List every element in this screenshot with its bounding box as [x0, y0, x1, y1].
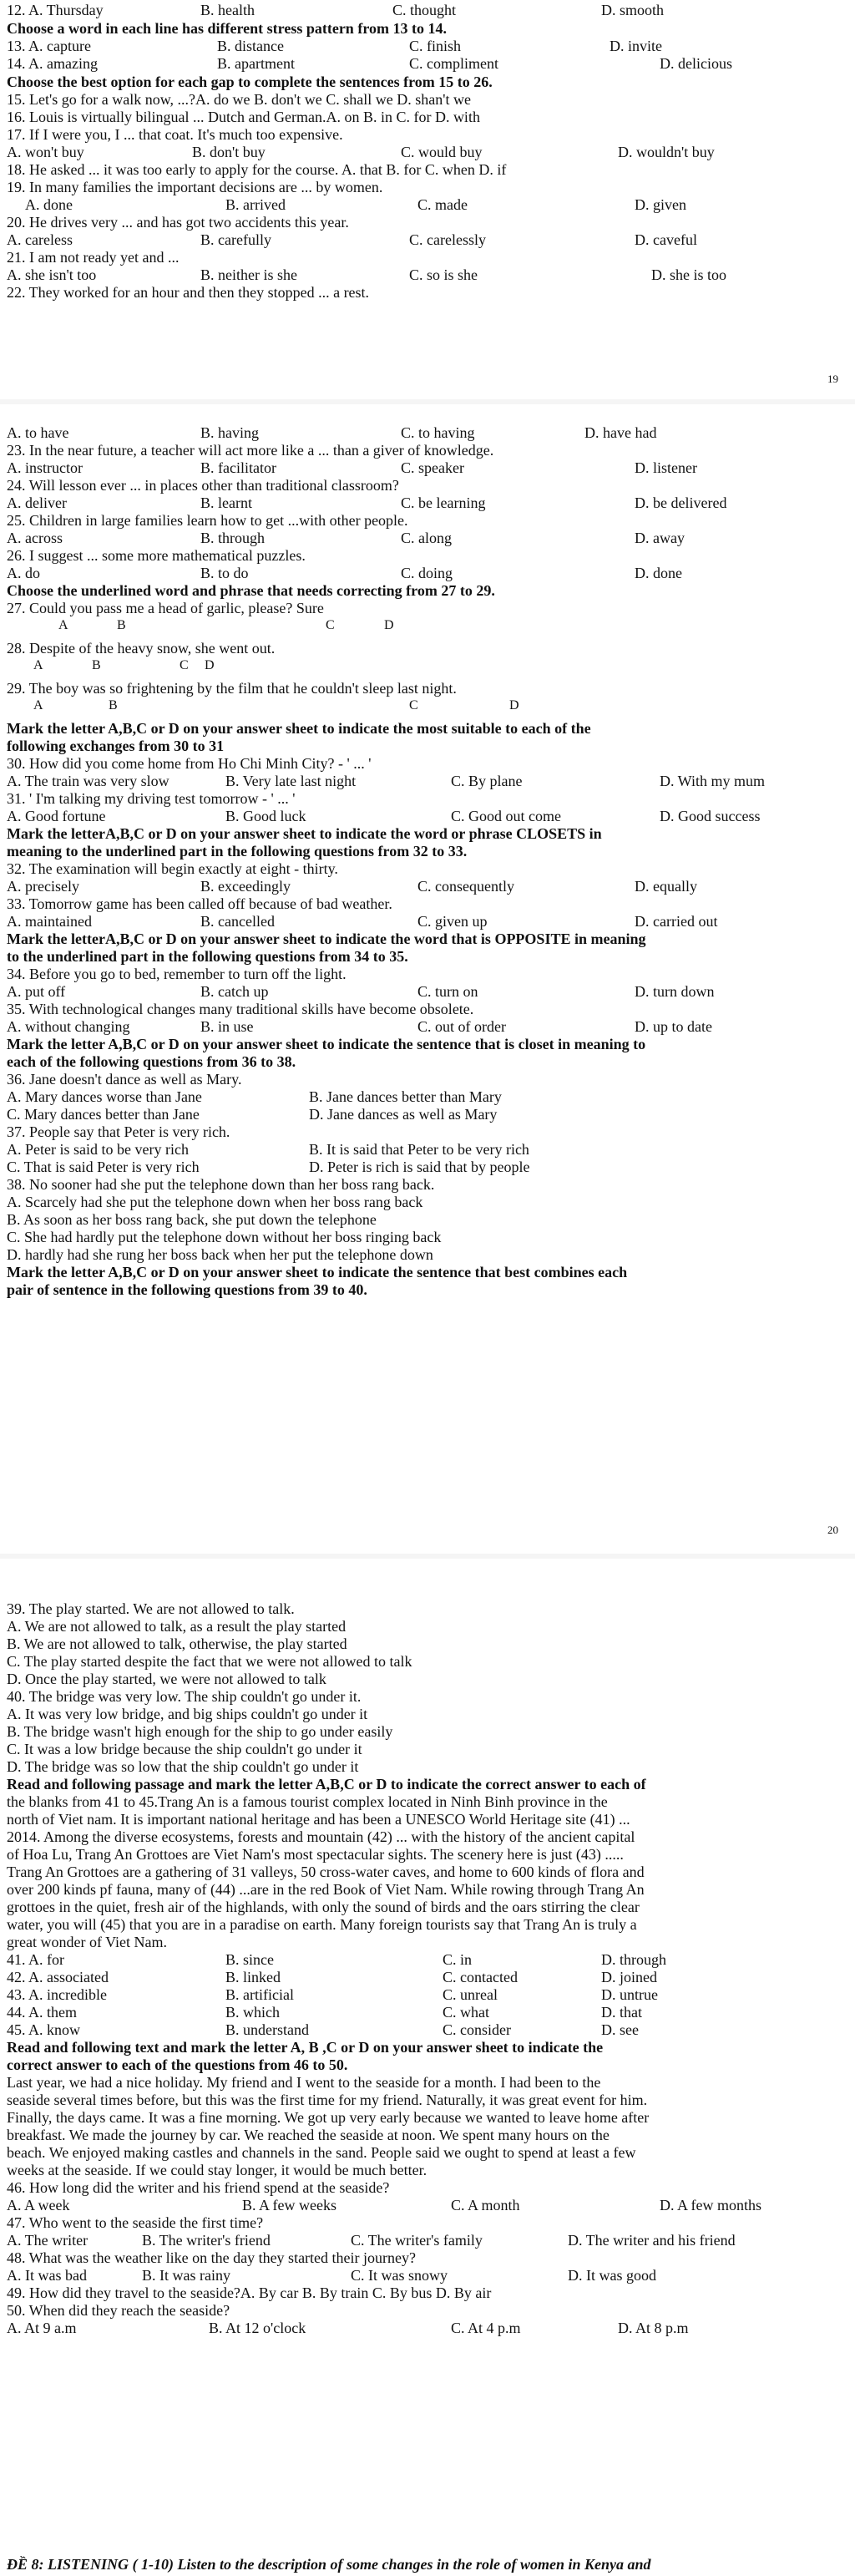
text-line: grottoes in the quiet, fresh air of the highlands, with only the sound of birds and the oars stirring the clear — [7, 1899, 640, 1915]
answer-option: B. exceedingly — [200, 878, 291, 895]
text-line: 18. He asked ... it was too early to apply for the course. A. that B. for C. when D. if — [7, 161, 507, 178]
answer-option: C. consequently — [417, 878, 514, 895]
text-line: 48. What was the weather like on the day they started their journey? — [7, 2249, 416, 2266]
text-line: 29. The boy was so frightening by the film that he couldn't sleep last night. — [7, 680, 457, 697]
text-line: Finally, the days came. It was a fine morning. We got up very early because we wanted to leave home after — [7, 2109, 650, 2126]
answer-option: D. turn down — [635, 983, 715, 1000]
answer-option: D. up to date — [635, 1018, 712, 1035]
answer-option: D. untrue — [601, 1986, 658, 2003]
answer-option: D. through — [601, 1951, 666, 1968]
text-line: 36. Jane doesn't dance as well as Mary. — [7, 1071, 242, 1088]
text-line: 22. They worked for an hour and then they stopped ... a rest. — [7, 284, 370, 301]
answer-option: D. Jane dances as well as Mary — [309, 1106, 498, 1123]
answer-option: D. caveful — [635, 231, 697, 248]
answer-option: A. Peter is said to be very rich — [7, 1141, 189, 1158]
section-instruction: Mark the letterA,B,C or D on your answer sheet to indicate the word that is OPPOSITE in meaning — [7, 931, 646, 947]
answer-option: B. since — [225, 1951, 274, 1968]
answer-option: B. learnt — [200, 494, 252, 511]
text-line: B. As soon as her boss rang back, she put down the telephone — [7, 1211, 377, 1228]
answer-option: A. done — [25, 196, 73, 213]
answer-option: B. carefully — [200, 231, 271, 248]
underline-letter-label: C — [180, 658, 189, 672]
answer-option: B. having — [200, 424, 259, 441]
answer-option: 44. A. them — [7, 2004, 77, 2021]
section-instruction: following exchanges from 30 to 31 — [7, 738, 225, 754]
text-line: C. She had hardly put the telephone down without her boss ringing back — [7, 1229, 442, 1245]
answer-option: C. turn on — [417, 983, 478, 1000]
answer-option: B. through — [200, 530, 266, 546]
answer-option: B. understand — [225, 2021, 309, 2038]
answer-option: B. which — [225, 2004, 280, 2021]
text-line: of Hoa Lu, Trang An Grottoes are Viet Nam's most spectacular sights. The scenery here is just (43) ..... — [7, 1846, 624, 1863]
underline-letter-label: D — [509, 698, 519, 712]
text-line: B. We are not allowed to talk, otherwise, the play started — [7, 1635, 347, 1652]
answer-option: D. Good success — [660, 808, 761, 824]
answer-option: A. she isn't too — [7, 266, 97, 283]
answer-option: D. wouldn't buy — [618, 144, 715, 160]
answer-option: B. Good luck — [225, 808, 306, 824]
text-line: 34. Before you go to bed, remember to turn off the light. — [7, 966, 347, 982]
answer-option: A. to have — [7, 424, 69, 441]
answer-option: C. so is she — [409, 266, 478, 283]
answer-option: B. in use — [200, 1018, 254, 1035]
answer-option: A. It was bad — [7, 2267, 87, 2284]
section-instruction: to the underlined part in the following questions from 34 to 35. — [7, 948, 408, 965]
answer-option: B. Very late last night — [225, 773, 357, 789]
answer-option: 14. A. amazing — [7, 55, 98, 72]
answer-option: 12. A. Thursday — [7, 2, 104, 18]
answer-option: A. The train was very slow — [7, 773, 169, 789]
answer-option: B. facilitator — [200, 459, 276, 476]
answer-option: D. joined — [601, 1969, 657, 1985]
answer-option: D. With my mum — [660, 773, 765, 789]
text-line: 46. How long did the writer and his friend spend at the seaside? — [7, 2179, 390, 2196]
answer-option: D. given — [635, 196, 686, 213]
answer-option: D. It was good — [568, 2267, 656, 2284]
answer-option: C. along — [401, 530, 452, 546]
text-line: 15. Let's go for a walk now, ...?A. do we B. don't we C. shall we D. shan't we — [7, 91, 471, 108]
answer-option: C. out of order — [417, 1018, 506, 1035]
answer-option: C. speaker — [401, 459, 464, 476]
underline-letter-label: B — [109, 698, 118, 712]
section-instruction: Choose the best option for each gap to complete the sentences from 15 to 26. — [7, 74, 493, 90]
text-line: 19. In many families the important decisions are ... by women. — [7, 179, 383, 195]
answer-option: A. won't buy — [7, 144, 84, 160]
text-line: 47. Who went to the seaside the first time? — [7, 2214, 264, 2231]
text-line: 40. The bridge was very low. The ship couldn't go under it. — [7, 1688, 362, 1705]
answer-option: C. to having — [401, 424, 475, 441]
answer-option: 43. A. incredible — [7, 1986, 107, 2003]
section-instruction: correct answer to each of the questions from 46 to 50. — [7, 2056, 348, 2073]
section-instruction: Read and following passage and mark the letter A,B,C or D to indicate the correct answer to each of — [7, 1776, 646, 1793]
answer-option: C. carelessly — [409, 231, 486, 248]
answer-option: A. without changing — [7, 1018, 130, 1035]
answer-option: B. linked — [225, 1969, 281, 1985]
text-line: D. Once the play started, we were not allowed to talk — [7, 1671, 326, 1687]
underline-letter-label: A — [33, 698, 43, 712]
page-break — [0, 399, 855, 404]
text-line: 32. The examination will begin exactly at eight - thirty. — [7, 860, 338, 877]
answer-option: B. cancelled — [200, 913, 275, 930]
answer-option: B. don't buy — [192, 144, 266, 160]
text-line: 31. ' I'm talking my driving test tomorrow - ' ... ' — [7, 790, 296, 807]
section-instruction: Mark the letterA,B,C or D on your answer sheet to indicate the word or phrase CLOSETS in — [7, 825, 602, 842]
text-line: 37. People say that Peter is very rich. — [7, 1123, 230, 1140]
answer-option: D. listener — [635, 459, 697, 476]
answer-option: D. away — [635, 530, 685, 546]
text-line: 17. If I were you, I ... that coat. It's much too expensive. — [7, 126, 343, 143]
answer-option: B. apartment — [217, 55, 295, 72]
answer-option: D. that — [601, 2004, 642, 2021]
answer-option: B. It was rainy — [142, 2267, 230, 2284]
answer-option: D. equally — [635, 878, 697, 895]
answer-option: A. Good fortune — [7, 808, 106, 824]
text-line: north of Viet nam. It is important national heritage and has been a UNESCO World Heritage site (41) ... — [7, 1811, 630, 1828]
text-line: 35. With technological changes many traditional skills have become obsolete. — [7, 1001, 474, 1017]
answer-option: 41. A. for — [7, 1951, 64, 1968]
section-instruction: meaning to the underlined part in the following questions from 32 to 33. — [7, 843, 468, 860]
underline-letter-label: C — [409, 698, 418, 712]
answer-option: B. to do — [200, 565, 249, 581]
answer-option: A. do — [7, 565, 40, 581]
text-line: Last year, we had a nice holiday. My friend and I went to the seaside for a month. I had been to the — [7, 2074, 601, 2091]
text-line: B. The bridge wasn't high enough for the ship to go under easily — [7, 1723, 393, 1740]
answer-option: D. At 8 p.m — [618, 2320, 689, 2336]
answer-option: A. precisely — [7, 878, 79, 895]
answer-option: C. contacted — [443, 1969, 518, 1985]
answer-option: B. neither is she — [200, 266, 297, 283]
answer-option: B. The writer's friend — [142, 2232, 271, 2249]
underline-letter-label: C — [326, 618, 335, 632]
answer-option: D. invite — [610, 38, 662, 54]
answer-option: B. arrived — [225, 196, 286, 213]
text-line: 23. In the near future, a teacher will act more like a ... than a giver of knowledge. — [7, 442, 494, 459]
text-line: 21. I am not ready yet and ... — [7, 249, 180, 266]
page-number: 20 — [827, 1524, 838, 1536]
text-line: C. The play started despite the fact that we were not allowed to talk — [7, 1653, 412, 1670]
answer-option: C. would buy — [401, 144, 483, 160]
answer-option: D. The writer and his friend — [568, 2232, 736, 2249]
text-line: 16. Louis is virtually bilingual ... Dutch and German.A. on B. in C. for D. with — [7, 109, 480, 125]
section-instruction: pair of sentence in the following questions from 39 to 40. — [7, 1281, 367, 1298]
text-line: seaside several times before, but this was the first time for my friend. Naturally, it was great event for him. — [7, 2092, 648, 2108]
answer-option: C. compliment — [409, 55, 498, 72]
answer-option: C. A month — [451, 2197, 520, 2213]
answer-option: C. It was snowy — [351, 2267, 448, 2284]
answer-option: A. deliver — [7, 494, 67, 511]
text-line: D. The bridge was so low that the ship couldn't go under it — [7, 1758, 359, 1775]
answer-option: C. Good out come — [451, 808, 561, 824]
section-instruction: Mark the letter A,B,C or D on your answer sheet to indicate the sentence that best combines each — [7, 1264, 628, 1280]
text-line: A. We are not allowed to talk, as a result the play started — [7, 1618, 347, 1635]
answer-option: C. doing — [401, 565, 453, 581]
answer-option: D. Peter is rich is said that by people — [309, 1159, 530, 1175]
answer-option: C. At 4 p.m — [451, 2320, 521, 2336]
answer-option: B. distance — [217, 38, 284, 54]
text-line: 50. When did they reach the seaside? — [7, 2302, 230, 2319]
answer-option: D. see — [601, 2021, 639, 2038]
answer-option: C. By plane — [451, 773, 523, 789]
answer-option: D. have had — [584, 424, 657, 441]
text-line: 33. Tomorrow game has been called off because of bad weather. — [7, 895, 392, 912]
answer-option: A. The writer — [7, 2232, 89, 2249]
text-line: great wonder of Viet Nam. — [7, 1934, 168, 1950]
answer-option: B. Jane dances better than Mary — [309, 1088, 502, 1105]
text-line: 20. He drives very ... and has got two accidents this year. — [7, 214, 349, 231]
answer-option: D. be delivered — [635, 494, 727, 511]
text-line: 49. How did they travel to the seaside?A. By car B. By train C. By bus D. By air — [7, 2284, 492, 2301]
section-instruction: Read and following text and mark the letter A, B ,C or D on your answer sheet to indicate the — [7, 2039, 604, 2056]
answer-option: D. she is too — [651, 266, 726, 283]
text-line: 27. Could you pass me a head of garlic, please? Sure — [7, 600, 324, 616]
answer-option: B. artificial — [225, 1986, 294, 2003]
answer-option: C. unreal — [443, 1986, 498, 2003]
answer-option: B. A few weeks — [242, 2197, 336, 2213]
answer-option: B. It is said that Peter to be very rich — [309, 1141, 529, 1158]
answer-option: C. given up — [417, 913, 488, 930]
text-line: 25. Children in large families learn how to get ...with other people. — [7, 512, 408, 529]
answer-option: 45. A. know — [7, 2021, 81, 2038]
text-line: 2014. Among the diverse ecosystems, forests and mountain (42) ... with the history of the ancient capital — [7, 1828, 635, 1845]
section-instruction: Choose the underlined word and phrase that needs correcting from 27 to 29. — [7, 582, 495, 599]
underline-letter-label: B — [92, 658, 101, 672]
answer-option: C. thought — [392, 2, 457, 18]
text-line: 38. No sooner had she put the telephone down than her boss rang back. — [7, 1176, 435, 1193]
text-line: A. It was very low bridge, and big ships couldn't go under it — [7, 1706, 368, 1722]
section-instruction: Mark the letter A,B,C or D on your answer sheet to indicate the sentence that is closet in meaning to — [7, 1036, 646, 1052]
answer-option: C. in — [443, 1951, 473, 1968]
text-line: Trang An Grottoes are a gathering of 31 valleys, 50 cross-water caves, and home to 600 kinds of flora and — [7, 1864, 645, 1880]
answer-option: A. A week — [7, 2197, 70, 2213]
answer-option: A. Mary dances worse than Jane — [7, 1088, 202, 1105]
text-line: water, you will (45) that you are in a paradise on earth. Many foreign tourists say that Trang An is truly a — [7, 1916, 637, 1933]
answer-option: C. The writer's family — [351, 2232, 483, 2249]
underline-letter-label: D — [384, 618, 394, 632]
answer-option: B. health — [200, 2, 255, 18]
answer-option: D. A few months — [660, 2197, 762, 2213]
section-instruction: each of the following questions from 36 to 38. — [7, 1053, 296, 1070]
answer-option: B. catch up — [200, 983, 269, 1000]
text-line: 26. I suggest ... some more mathematical puzzles. — [7, 547, 306, 564]
text-line: 39. The play started. We are not allowed to talk. — [7, 1600, 295, 1617]
answer-option: D. done — [635, 565, 682, 581]
answer-option: C. made — [417, 196, 468, 213]
page-break — [0, 1554, 855, 1559]
text-line: beach. We enjoyed making castles and channels in the sand. People said we ought to spend at least a few — [7, 2144, 636, 2161]
answer-option: A. maintained — [7, 913, 92, 930]
text-line: 28. Despite of the heavy snow, she went out. — [7, 640, 276, 657]
section-instruction: Choose a word in each line has different stress pattern from 13 to 14. — [7, 20, 447, 37]
answer-option: A. across — [7, 530, 63, 546]
answer-option: C. what — [443, 2004, 489, 2021]
answer-option: C. finish — [409, 38, 462, 54]
answer-option: 13. A. capture — [7, 38, 91, 54]
answer-option: A. At 9 a.m — [7, 2320, 77, 2336]
text-line: over 200 kinds pf fauna, many of (44) ...are in the red Book of Viet Nam. While rowing through Trang An — [7, 1881, 645, 1898]
answer-option: 42. A. associated — [7, 1969, 109, 1985]
underline-letter-label: A — [58, 618, 68, 632]
underline-letter-label: B — [117, 618, 126, 632]
text-line: breakfast. We made the journey by car. We reached the seaside at noon. We spent many hours on the — [7, 2127, 610, 2143]
footer-heading: ĐỀ 8: LISTENING ( 1-10) Listen to the description of some changes in the role of women in Kenya and — [7, 2556, 651, 2573]
answer-option: B. At 12 o'clock — [209, 2320, 306, 2336]
text-line: weeks at the seaside. If we could stay longer, it would be much better. — [7, 2162, 428, 2178]
text-line: A. Scarcely had she put the telephone down when her boss rang back — [7, 1194, 423, 1210]
text-line: C. It was a low bridge because the ship couldn't go under it — [7, 1741, 362, 1757]
answer-option: C. That is said Peter is very rich — [7, 1159, 200, 1175]
answer-option: A. careless — [7, 231, 73, 248]
answer-option: C. be learning — [401, 494, 486, 511]
answer-option: A. put off — [7, 983, 66, 1000]
answer-option: D. smooth — [601, 2, 665, 18]
answer-option: C. Mary dances better than Jane — [7, 1106, 200, 1123]
underline-letter-label: D — [205, 658, 215, 672]
text-line: 24. Will lesson ever ... in places other than traditional classroom? — [7, 477, 399, 494]
text-line: the blanks from 41 to 45.Trang An is a famous tourist complex located in Ninh Binh province in the — [7, 1793, 608, 1810]
answer-option: D. delicious — [660, 55, 732, 72]
answer-option: D. carried out — [635, 913, 718, 930]
underline-letter-label: A — [33, 658, 43, 672]
answer-option: A. instructor — [7, 459, 83, 476]
text-line: D. hardly had she rung her boss back when her put the telephone down — [7, 1246, 433, 1263]
page-number: 19 — [827, 373, 838, 385]
text-line: 30. How did you come home from Ho Chi Minh City? - ' ... ' — [7, 755, 372, 772]
section-instruction: Mark the letter A,B,C or D on your answer sheet to indicate the most suitable to each of the — [7, 720, 591, 737]
answer-option: C. consider — [443, 2021, 511, 2038]
